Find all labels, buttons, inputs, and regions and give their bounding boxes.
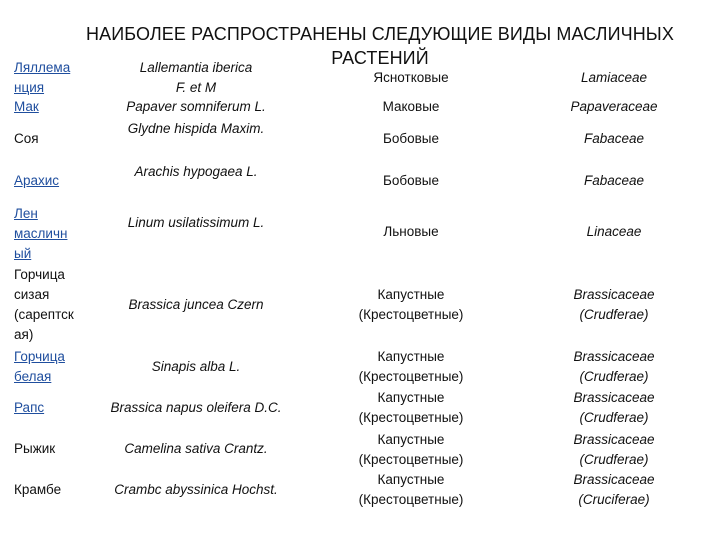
latin-name: Camelina sativa Crantz. bbox=[124, 441, 268, 456]
latin-name: Brassica napus oleifera D.C. bbox=[110, 400, 282, 415]
plant-name: Горчица сизая (сарептск ая) bbox=[14, 267, 74, 342]
latin-name: Linum usilatissimum L. bbox=[127, 215, 265, 230]
family-latin: Brassicaceae (Crudferae) bbox=[573, 287, 655, 322]
family-latin: Lamiaceae bbox=[580, 70, 648, 85]
family-latin: Brassicaceae (Crudferae) bbox=[573, 349, 655, 384]
plant-name-link[interactable]: Арахис bbox=[14, 173, 60, 188]
family-name: Бобовые bbox=[383, 131, 439, 146]
family-name: Капустные (Крестоцветные) bbox=[358, 390, 464, 425]
latin-name: Papaver somniferum L. bbox=[126, 99, 266, 114]
family-latin: Fabaceae bbox=[583, 131, 645, 146]
family-name: Маковые bbox=[382, 99, 440, 114]
family-name: Льновые bbox=[383, 224, 439, 239]
plant-name: Соя bbox=[14, 131, 39, 146]
family-latin: Fabaceae bbox=[583, 173, 645, 188]
plant-name-link[interactable]: Горчица белая bbox=[14, 349, 65, 384]
family-latin: Linaceae bbox=[586, 224, 642, 239]
latin-name: Glydne hispida Maxim. bbox=[127, 121, 265, 136]
family-name: Яснотковые bbox=[373, 70, 449, 85]
page-title: НАИБОЛЕЕ РАСПРОСТРАНЕНЫ СЛЕДУЮЩИЕ ВИДЫ МАСЛИЧНЫХ РАСТЕНИЙ bbox=[86, 24, 674, 68]
family-name: Капустные (Крестоцветные) bbox=[358, 349, 464, 384]
family-name: Капустные (Крестоцветные) bbox=[358, 472, 464, 507]
latin-name: Arachis hypogaea L. bbox=[134, 164, 258, 179]
plant-name-link[interactable]: Ляллема нция bbox=[14, 60, 71, 95]
plant-name-link[interactable]: Мак bbox=[14, 99, 39, 114]
latin-name: Lallemantia iberica F. et M bbox=[139, 60, 253, 95]
family-latin: Brassicaceae (Cruciferae) bbox=[573, 472, 655, 507]
family-name: Капустные (Крестоцветные) bbox=[358, 287, 464, 322]
plant-name: Крамбе bbox=[14, 482, 62, 497]
family-latin: Brassicaceae (Crudferae) bbox=[573, 432, 655, 467]
latin-name: Sinapis alba L. bbox=[151, 359, 241, 374]
family-name: Бобовые bbox=[383, 173, 439, 188]
family-name: Капустные (Крестоцветные) bbox=[358, 432, 464, 467]
plant-name: Рыжик bbox=[14, 441, 56, 456]
plant-name-link[interactable]: Лен масличн ый bbox=[14, 206, 68, 261]
latin-name: Crambc abyssinica Hochst. bbox=[114, 482, 278, 497]
family-latin: Brassicaceae (Crudferae) bbox=[573, 390, 655, 425]
latin-name: Brassica juncea Czern bbox=[128, 297, 264, 312]
family-latin: Papaveraceae bbox=[570, 99, 658, 114]
plant-name-link[interactable]: Рапс bbox=[14, 400, 45, 415]
